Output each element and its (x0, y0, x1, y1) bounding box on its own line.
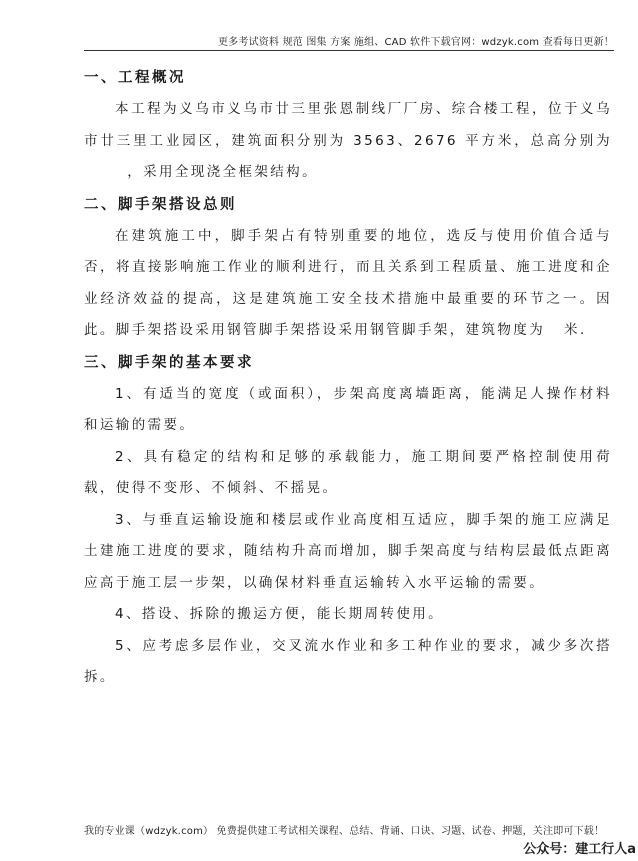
section-1-text-b: ，采用全现浇全框架结构。 (127, 164, 318, 180)
section-3-heading: 三、脚手架的基本要求 (84, 354, 254, 371)
section-1-text-a: 本工程为义乌市义乌市廿三里张恩制线厂厂房、综合楼工程，位于义乌市廿三里工业园区，建筑面积分别为 3563、2676 平方米，总高分别为 (84, 101, 612, 149)
section-2-paragraph (84, 221, 612, 347)
document-body (84, 62, 612, 694)
section-2-heading: 二、脚手架搭设总则 (84, 196, 237, 213)
header-divider (84, 50, 614, 51)
section-1-heading: 一、工程概况 (84, 70, 186, 86)
page-footer: 我的专业课（wdzyk.com） 免费提供建工考试相关课程、总结、背诵、口诀、习题、试卷、押题，关注即可下载！ (84, 826, 605, 837)
requirement-item-5: 5、应考虑多层作业，交叉流水作业和多工种作业的要求，减少多次搭拆。 (84, 637, 612, 685)
requirement-item-3: 3、与垂直运输设施和楼层或作业高度相互适应，脚手架的施工应满足土建施工进度的要求，随结构升高而增加，脚手架高度与结构层最低点距离应高于施工层一步架，以确保材料垂直运输转入水平运输的需要。 (84, 511, 612, 591)
requirement-item-2: 2、具有稳定的结构和足够的承载能力，施工期间要严格控制使用荷载，使得不变形、不倾斜、不摇晃。 (84, 448, 612, 496)
section-1-paragraph (84, 94, 612, 189)
requirement-item-4: 4、搭设、拆除的搬运方便，能长期周转使用。 (115, 606, 445, 622)
wechat-watermark: 公众号：建工行人a (523, 842, 636, 857)
requirement-item-1: 1、有适当的宽度（或面积），步架高度离墙距离，能满足人操作材料和运输的需要。 (84, 385, 612, 433)
section-2-text-a: 在建筑施工中，脚手架占有特别重要的地位，选反与使用价值合适与否，将直接影响施工作业的顺利进行，而且关系到工程质量、施工进度和企业经济效益的提高，这是建筑施工安全技术措施中最重要的环节之一。因此。脚手架搭设采用钢管脚手架搭设采用钢管脚手架，建筑物度为 (84, 227, 612, 338)
section-2-text-b: 米. (564, 322, 587, 338)
page-header: 更多考试资料 规范 图集 方案 施组、CAD 软件下载官网：wdzyk.com 查看每日更新！ (217, 37, 614, 48)
